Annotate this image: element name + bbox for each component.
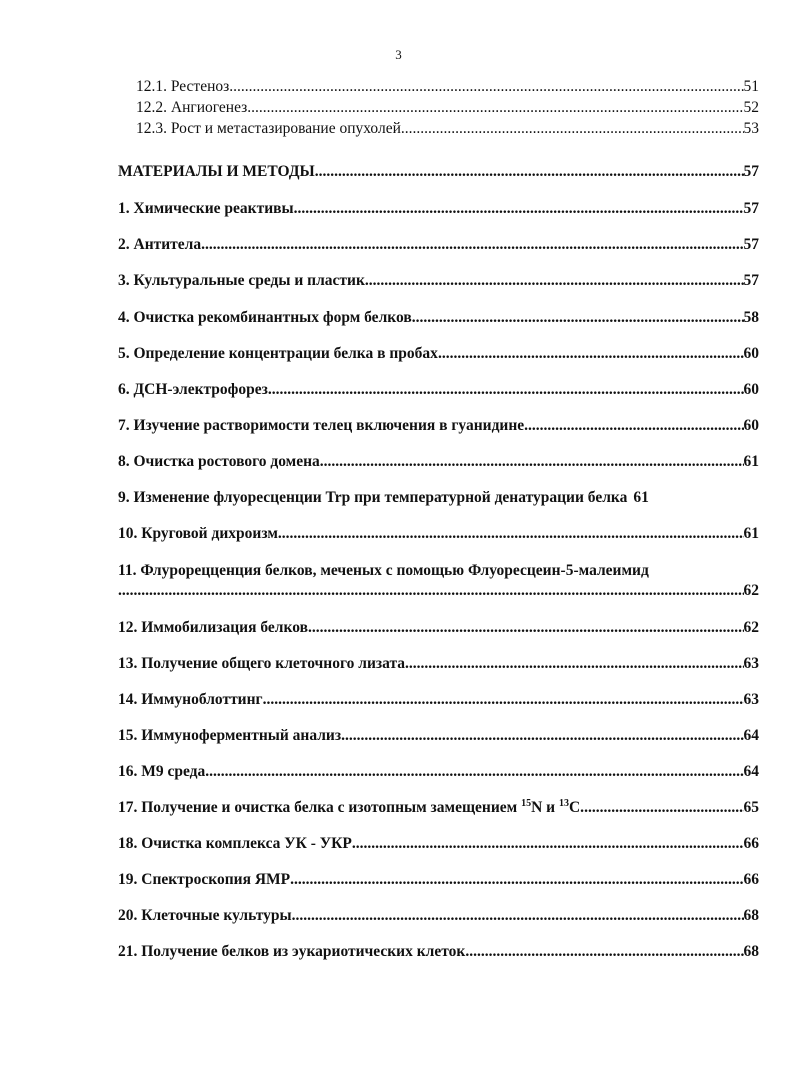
toc-entry-title: 14. Иммуноблоттинг [118,691,263,708]
dot-leader [365,271,744,291]
toc-entry[interactable] [118,870,759,890]
dot-leader [118,581,744,601]
toc-entry[interactable] [118,906,759,926]
toc-entry-page: 66 [743,871,759,888]
toc-entry-title: 2. Антитела [118,236,202,253]
toc-entry-page: 60 [743,417,759,434]
dot-leader [278,524,744,544]
toc-entry-page: 65 [743,799,759,816]
dot-leader [268,380,744,400]
toc-entry[interactable] [118,380,759,400]
toc-entry-title: 12. Иммобилизация белков [118,619,308,636]
dot-leader [229,77,743,97]
dot-leader [320,452,744,472]
toc-entry-page: 61 [743,453,759,470]
toc-entry-page: 63 [743,655,759,672]
toc-section-title: МАТЕРИАЛЫ И МЕТОДЫ [118,163,315,180]
toc-entry-page: 68 [743,907,759,924]
toc-entry-title: 17. Получение и очистка белка с изотопным замещением $^{15}$N и $^{13}$С. [118,797,585,816]
toc-entry-page: 61 [633,489,649,506]
toc-entry-page: 57 [743,200,759,217]
toc-entry-page: 58 [743,309,759,326]
toc-entry[interactable] [118,416,759,436]
toc-entry-title: 4. Очистка рекомбинантных форм белков [118,309,412,326]
toc-entry[interactable] [118,452,759,472]
toc-entry[interactable] [118,942,759,962]
toc-entry-title: 16. М9 среда [118,763,206,780]
toc-entry[interactable] [118,524,759,544]
page-number: 3 [395,47,402,62]
dot-leader [412,308,744,328]
toc-entry[interactable] [118,199,759,219]
toc-entry-title[interactable]: 11. Флурорецценция белков, меченых с помощью Флуоресцеин-5-малеимид [118,562,649,579]
toc-entry-title: 7. Изучение растворимости телец включения в гуанидине [118,417,525,434]
dot-leader [294,199,744,219]
toc-entry-page: 57 [743,236,759,253]
toc-entry-page: 51 [743,78,759,95]
toc-section-heading[interactable] [118,162,759,182]
dot-leader [308,618,744,638]
toc-entry[interactable] [118,344,759,364]
toc-entry[interactable] [118,654,759,674]
toc-entry[interactable] [118,271,759,291]
toc-entry-page: 57 [743,272,759,289]
toc-entry[interactable] [118,762,759,782]
dot-leader [292,906,744,926]
toc-entry[interactable] [118,235,759,255]
toc-entry-title: 21. Получение белков из эукариотических клеток [118,943,466,960]
toc-entry-page: 60 [743,381,759,398]
toc-entry-title: 12.1. Рестеноз [136,78,230,95]
toc-entry-title: 5. Определение концентрации белка в пробах [118,345,438,362]
toc-entry[interactable] [118,798,759,818]
toc-entry-title: 19. Спектроскопия ЯМР [118,871,291,888]
toc-entry[interactable] [118,308,759,328]
toc-entry-page: 68 [743,943,759,960]
dot-leader [205,762,743,782]
toc-entry-title: 6. ДСН-электрофорез [118,381,268,398]
toc-entry-page: 60 [743,345,759,362]
toc-entry-page: 61 [743,525,759,542]
toc-entry-title: 1. Химические реактивы [118,200,294,217]
dot-leader [341,726,743,746]
dot-leader [352,834,744,854]
toc-entry-page: 62 [743,619,759,636]
toc-entry[interactable] [118,834,759,854]
dot-leader [401,119,744,139]
dot-leader [405,654,744,674]
toc-entry[interactable] [118,618,759,638]
dot-leader [201,235,743,255]
toc-entry-title: 12.2. Ангиогенез [136,99,248,116]
toc-entry-page: 63 [743,691,759,708]
toc-entry-page: 53 [743,120,759,137]
dot-leader [524,416,743,436]
toc-entry-title: 10. Круговой дихроизм [118,525,278,542]
dot-leader [438,344,744,364]
dot-leader [465,942,743,962]
dot-leader [290,870,743,890]
toc-entry[interactable] [136,98,759,118]
toc-section-page: 57 [743,163,759,180]
toc-entry-title: 15. Иммуноферментный анализ [118,727,342,744]
dot-leader [247,98,743,118]
toc-entry-page: 62 [743,582,759,599]
toc-entry-title: 18. Очистка комплекса УК - УКР [118,835,352,852]
toc-entry-title: 3. Культуральные среды и пластик [118,272,365,289]
toc-entry[interactable] [136,119,759,139]
toc-entry-page: 64 [743,727,759,744]
dot-leader [315,162,744,182]
toc-entry[interactable] [118,726,759,746]
toc-entry-page: 52 [743,99,759,116]
toc-entry-page: 66 [743,835,759,852]
toc-entry-page: 64 [743,763,759,780]
toc-entry-title: 9. Изменение флуоресценции Trp при температурной денатурации белка [118,489,628,506]
dot-leader [263,690,744,710]
toc-entry-title: 8. Очистка ростового домена [118,453,320,470]
toc-entry-title: 12.3. Рост и метастазирование опухолей [136,120,401,137]
toc-entry[interactable] [118,690,759,710]
toc-entry-title: 13. Получение общего клеточного лизата [118,655,405,672]
toc-entry-continuation[interactable] [118,581,759,601]
toc-entry-title: 20. Клеточные культуры [118,907,292,924]
dot-leader [584,798,743,818]
toc-entry[interactable] [118,488,759,508]
toc-entry[interactable] [136,77,759,97]
